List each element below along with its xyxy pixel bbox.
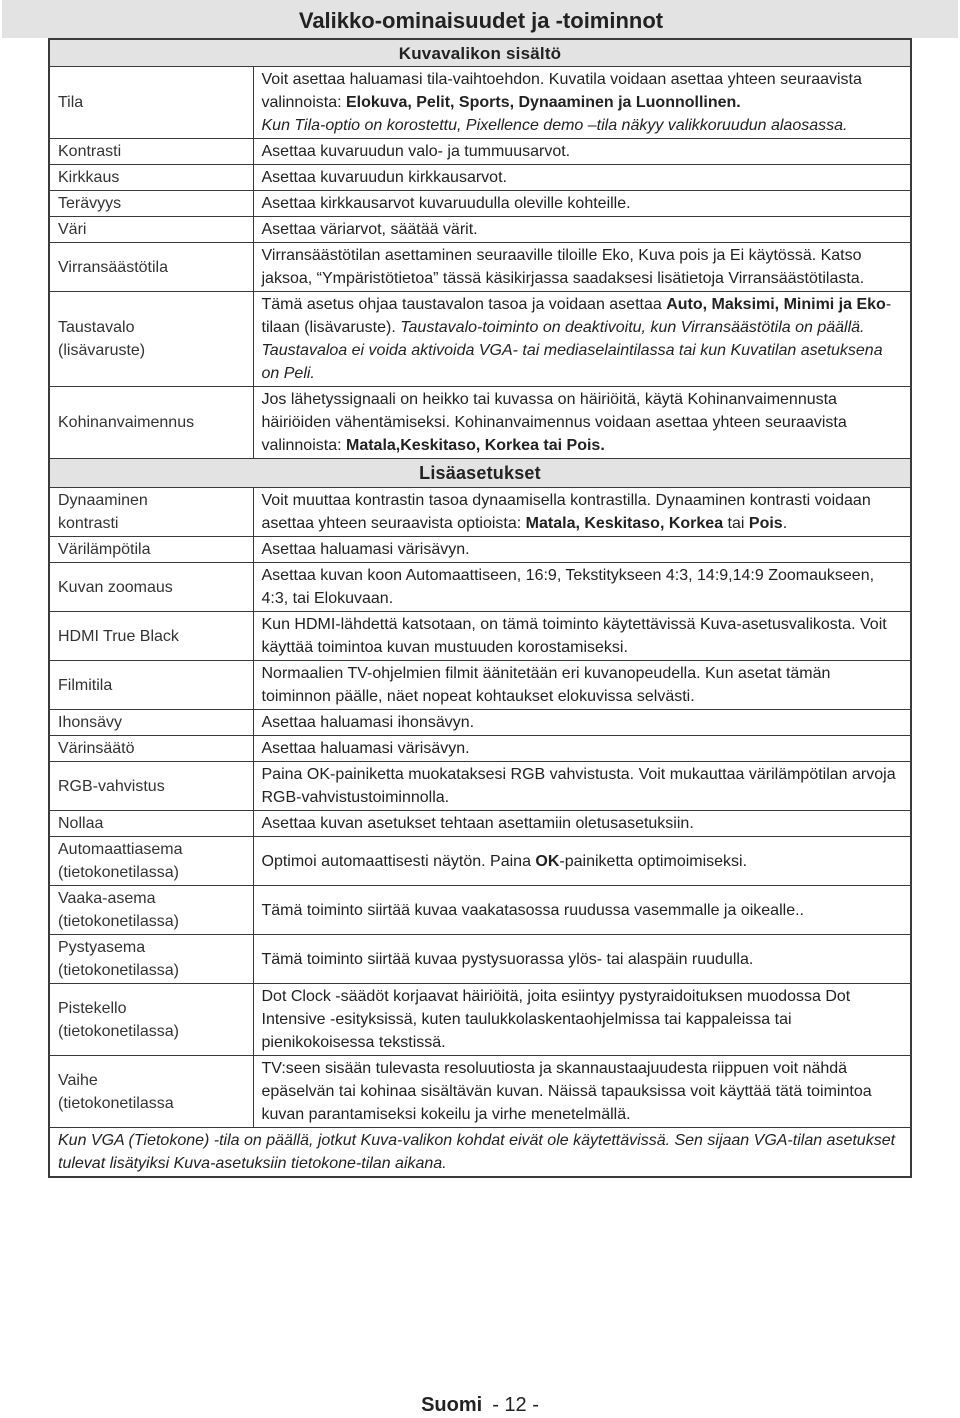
label-line: Taustavalo	[58, 319, 135, 336]
label-line: Vaaka-asema	[58, 890, 156, 907]
desc-dynamic-contrast	[253, 488, 911, 537]
note-row	[49, 1128, 911, 1178]
desc-bold: Matala, Keskitaso, Korkea	[525, 515, 724, 532]
desc-mode	[253, 67, 911, 139]
section-title-picture-menu: Kuvavalikon sisältö	[49, 39, 911, 67]
desc-v-position: Tämä toiminto siirtää kuvaa pystysuorassa ylös- tai alaspäin ruudulla.	[253, 935, 911, 984]
desc-bold: Matala,Keskitaso, Korkea tai Pois.	[346, 437, 605, 454]
label-power-save: Virransäästötila	[49, 243, 253, 292]
label-colour-temp: Värilämpötila	[49, 537, 253, 563]
label-backlight	[49, 292, 253, 387]
section-header-row	[49, 459, 911, 488]
page-footer	[0, 1394, 960, 1417]
table-row	[49, 837, 911, 886]
desc-italic: Kun Tila-optio on korostettu, Pixellence demo –tila näkyy valikkoruudun alaosassa.	[261, 117, 848, 134]
label-line: Automaattiasema	[58, 841, 183, 858]
desc-colour-temp: Asettaa haluamasi värisävyn.	[253, 537, 911, 563]
table-row	[49, 762, 911, 811]
label-line: Dynaaminen	[58, 492, 148, 509]
desc-text: Jos lähetyssignaali on heikko tai kuvassa on häiriöitä, käytä Kohinanvaimennusta häiriöiden vähentämiseksi. Kohinanvaimennus voidaan asettaa yhteen seuraavista valinnoista:	[261, 391, 847, 454]
label-noise-reduction: Kohinanvaimennus	[49, 387, 253, 459]
table-row	[49, 984, 911, 1056]
footer-language: Suomi	[421, 1394, 483, 1416]
label-auto-position	[49, 837, 253, 886]
label-h-position	[49, 886, 253, 935]
table-row	[49, 217, 911, 243]
desc-contrast: Asettaa kuvaruudun valo- ja tummuusarvot.	[253, 139, 911, 165]
label-line: Pystyasema	[58, 939, 146, 956]
desc-phase: TV:seen sisään tulevasta resoluutiosta ja skannaustaajuudesta riippuen voit nähdä epäselvän tai kohinaa sisältävän kuvan. Näissä tapauksissa voit käyttää tätä toimintoa kuvan parantamiseksi kokeilu ja virhe menetelmällä.	[253, 1056, 911, 1128]
table-row	[49, 563, 911, 612]
label-colour-shift: Värinsäätö	[49, 736, 253, 762]
desc-text: Voit asettaa haluamasi tila-vaihtoehdon. Kuvatila voidaan asettaa yhteen seuraavista valinnoista:	[261, 71, 862, 111]
desc-noise-reduction	[253, 387, 911, 459]
label-line: Pistekello	[58, 999, 127, 1017]
desc-sharpness: Asettaa kirkkausarvot kuvaruudulla oleville kohteille.	[253, 191, 911, 217]
table-row	[49, 811, 911, 837]
desc-picture-zoom: Asettaa kuvan koon Automaattiseen, 16:9, Tekstitykseen 4:3, 14:9,14:9 Zoomaukseen, 4:3, tai Elokuvaan.	[253, 563, 911, 612]
desc-backlight	[253, 292, 911, 387]
desc-dot-clock: Dot Clock -säädöt korjaavat häiriöitä, joita esiintyy pystyraidoituksen muodossa Dot Intensive -esityksissä, kuten taulukkolaskentaohjelmissa tai kappaleissa tai pienikokoisessa tekstissä.	[253, 984, 911, 1056]
label-mode: Tila	[49, 67, 253, 139]
desc-auto-position	[253, 837, 911, 886]
desc-bold: Auto, Maksimi, Minimi ja Eko	[666, 296, 886, 313]
desc-brightness: Asettaa kuvaruudun kirkkausarvot.	[253, 165, 911, 191]
desc-bold: Pois	[748, 515, 783, 532]
table-row	[49, 165, 911, 191]
desc-hdmi-true-black: Kun HDMI-lähdettä katsotaan, on tämä toiminto käytettävissä Kuva-asetusvalikosta. Voit käyttää toimintoa kuvan mustuuden korostamiseksi.	[253, 612, 911, 661]
label-picture-zoom: Kuvan zoomaus	[49, 563, 253, 612]
table-row	[49, 537, 911, 563]
label-skin-tone: Ihonsävy	[49, 710, 253, 736]
desc-text: -tilaan (lisävaruste).	[261, 296, 892, 336]
label-sharpness: Terävyys	[49, 191, 253, 217]
page-title: Valikko-ominaisuudet ja -toiminnot	[298, 8, 664, 33]
label-dot-clock	[49, 984, 253, 1056]
label-v-position	[49, 935, 253, 984]
label-line: Vaihe	[58, 1071, 98, 1089]
label-phase	[49, 1056, 253, 1128]
desc-italic: Taustavalo-toiminto on deaktivoitu, kun Virransäästötila on päällä. Taustavaloa ei voida aktivoida VGA- tai mediaselaintilassa tai kun Kuvatilan asetuksena on Peli.	[261, 319, 883, 382]
label-brightness: Kirkkaus	[49, 165, 253, 191]
table-row	[49, 387, 911, 459]
desc-text: Tämä asetus ohjaa taustavalon tasoa ja voidaan asettaa	[261, 296, 667, 313]
label-dynamic-contrast	[49, 488, 253, 537]
desc-text: .	[782, 515, 788, 532]
desc-skin-tone: Asettaa haluamasi ihonsävyn.	[253, 710, 911, 736]
table-row	[49, 139, 911, 165]
vga-note: Kun VGA (Tietokone) -tila on päällä, jotkut Kuva-valikon kohdat eivät ole käytettävissä. Sen sijaan VGA-tilan asetukset tulevat lisätyiksi Kuva-asetuksiin tietokone-tilan aikana.	[49, 1128, 911, 1178]
desc-colour-shift: Asettaa haluamasi värisävyn.	[253, 736, 911, 762]
menu-features-table	[48, 38, 912, 1178]
label-film-mode: Filmitila	[49, 661, 253, 710]
desc-bold: Elokuva, Pelit, Sports, Dynaaminen ja Luonnollinen.	[346, 94, 741, 111]
page-number: - 12 -	[492, 1394, 539, 1416]
section-header-row	[49, 39, 911, 67]
label-reset: Nollaa	[49, 811, 253, 837]
table-row	[49, 1056, 911, 1128]
desc-reset: Asettaa kuvan asetukset tehtaan asettamiin oletusasetuksiin.	[253, 811, 911, 837]
label-line: (tietokonetilassa)	[58, 962, 179, 979]
desc-text: tai	[723, 515, 749, 532]
label-line: (lisävaruste)	[58, 342, 146, 359]
label-rgb-gain: RGB-vahvistus	[49, 762, 253, 811]
desc-rgb-gain: Paina OK-painiketta muokataksesi RGB vahvistusta. Voit mukauttaa värilämpötilan arvoja RGB-vahvistustoiminnolla.	[253, 762, 911, 811]
table-row	[49, 935, 911, 984]
table-row	[49, 612, 911, 661]
table-row	[49, 736, 911, 762]
table-row	[49, 710, 911, 736]
label-line: (tietokonetilassa)	[58, 913, 179, 930]
desc-power-save: Virransäästötilan asettaminen seuraaville tiloille Eko, Kuva pois ja Ei käytössä. Katso jaksoa, “Ympäristötietoa” tässä käsikirjassa saadaksesi lisätietoja Virransäästötilasta.	[253, 243, 911, 292]
table-row	[49, 292, 911, 387]
label-contrast: Kontrasti	[49, 139, 253, 165]
label-line: (tietokonetilassa)	[58, 864, 179, 881]
desc-text: Optimoi automaattisesti näytön. Paina	[261, 852, 536, 870]
table-row	[49, 661, 911, 710]
table-row	[49, 243, 911, 292]
desc-text: -painiketta optimoimiseksi.	[559, 852, 748, 870]
label-line: kontrasti	[58, 515, 119, 532]
desc-colour: Asettaa väriarvot, säätää värit.	[253, 217, 911, 243]
desc-text: Voit muuttaa kontrastin tasoa dynaamisella kontrastilla. Dynaaminen kontrasti voidaan asettaa yhteen seuraavista optioista:	[261, 492, 871, 532]
desc-film-mode: Normaalien TV-ohjelmien filmit äänitetään eri kuvanopeudella. Kun asetat tämän toiminnon päälle, näet nopeat kohtaukset elokuvissa selvästi.	[253, 661, 911, 710]
label-hdmi-true-black: HDMI True Black	[49, 612, 253, 661]
desc-bold: OK	[535, 852, 560, 870]
table-row	[49, 488, 911, 537]
label-line: (tietokonetilassa	[58, 1094, 174, 1112]
desc-h-position: Tämä toiminto siirtää kuvaa vaakatasossa ruudussa vasemmalle ja oikealle..	[253, 886, 911, 935]
section-title-advanced: Lisäasetukset	[49, 459, 911, 488]
table-row	[49, 886, 911, 935]
label-colour: Väri	[49, 217, 253, 243]
label-line: (tietokonetilassa)	[58, 1022, 179, 1040]
table-row	[49, 67, 911, 139]
table-row	[49, 191, 911, 217]
